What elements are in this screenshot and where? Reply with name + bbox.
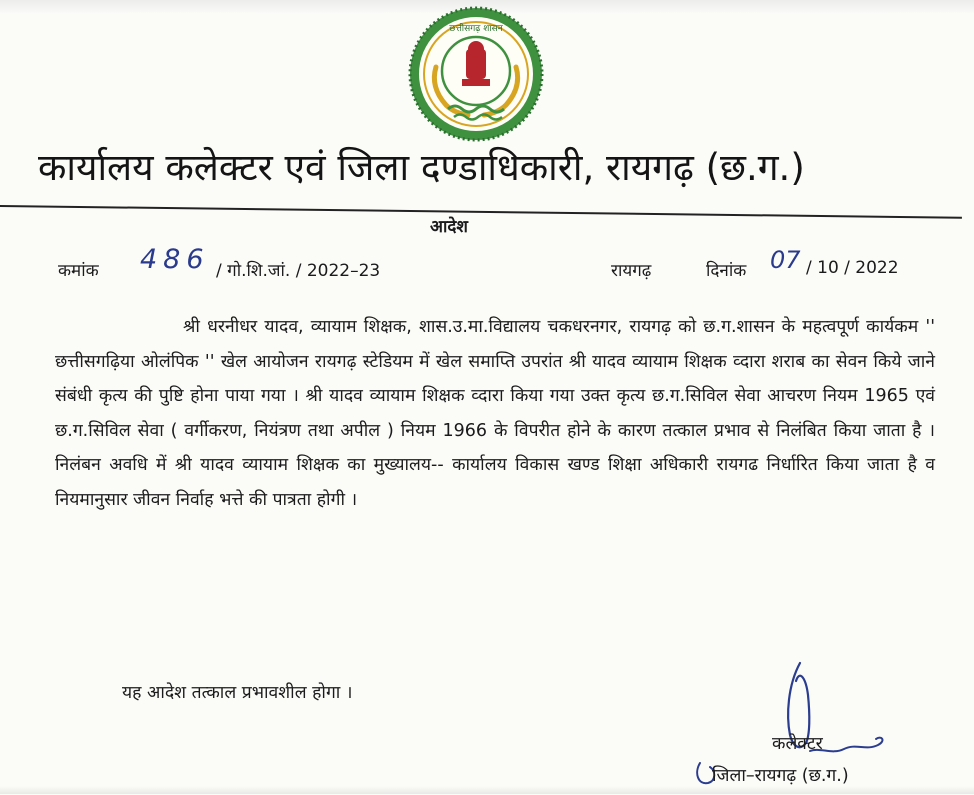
order-number-suffix: / गो.शि.जां. / 2022–23	[216, 261, 381, 281]
order-number-handwritten: 486	[140, 244, 210, 275]
date-rest: / 10 / 2022	[806, 258, 899, 278]
signatory-designation: कलेक्टर	[772, 734, 823, 754]
order-title: आदेश	[430, 217, 468, 237]
signatory-place: जिला–रायगढ़ (छ.ग.)	[712, 766, 849, 786]
chhattisgarh-government-seal	[406, 5, 546, 143]
date-label: दिनांक	[706, 261, 747, 281]
order-number-label: कमांक	[58, 261, 99, 281]
order-paragraph: श्री धरनीधर यादव, व्यायाम शिक्षक, शास.उ.मा.विद्यालय चकधरनगर, रायगढ़ को छ.ग.शासन के महत्वपूर्ण कार्यकम '' छत्तीसगढ़िया ओलंपिक '' खेल आयोजन रायगढ़ स्टेडियम में खेल समाप्ति उपरांत श्री यादव व्यायाम शिक्षक व्दारा शराब का सेवन किये जाने संबंधी कृत्य की पुष्टि होना पाया गया । श्री यादव व्यायाम शिक्षक व्दारा किया गया उक्त कृत्य छ.ग.सिविल सेवा आचरण नियम 1965 एवं छ.ग.सिविल सेवा ( वर्गीकरण, नियंत्रण तथा अपील ) नियम 1966 के विपरीत होने के कारण तत्काल प्रभाव से निलंबित किया जाता है । निलंबन अवधि में श्री यादव व्यायाम शिक्षक का मुख्यालय-- कार्यालय विकास खण्ड शिक्षा अधिकारी रायगढ निर्धारित किया जाता है व नियमानुसार जीवन निर्वाह भत्ते की पात्रता होगी ।	[55, 317, 935, 510]
seal-text: छत्तीसगढ़ शासन	[449, 24, 503, 34]
signature-block	[660, 655, 974, 795]
heading-underline	[0, 205, 962, 219]
order-body	[55, 310, 935, 518]
office-heading: कार्यालय कलेक्टर एवं जिला दण्डाधिकारी, रायगढ़ (छ.ग.)	[38, 146, 805, 189]
reference-line	[58, 244, 958, 286]
date-day-handwritten: 07	[770, 246, 801, 274]
page-bottom-edge	[0, 786, 974, 794]
closing-line: यह आदेश तत्काल प्रभावशील होगा ।	[122, 683, 353, 703]
order-place: रायगढ़	[611, 261, 652, 281]
